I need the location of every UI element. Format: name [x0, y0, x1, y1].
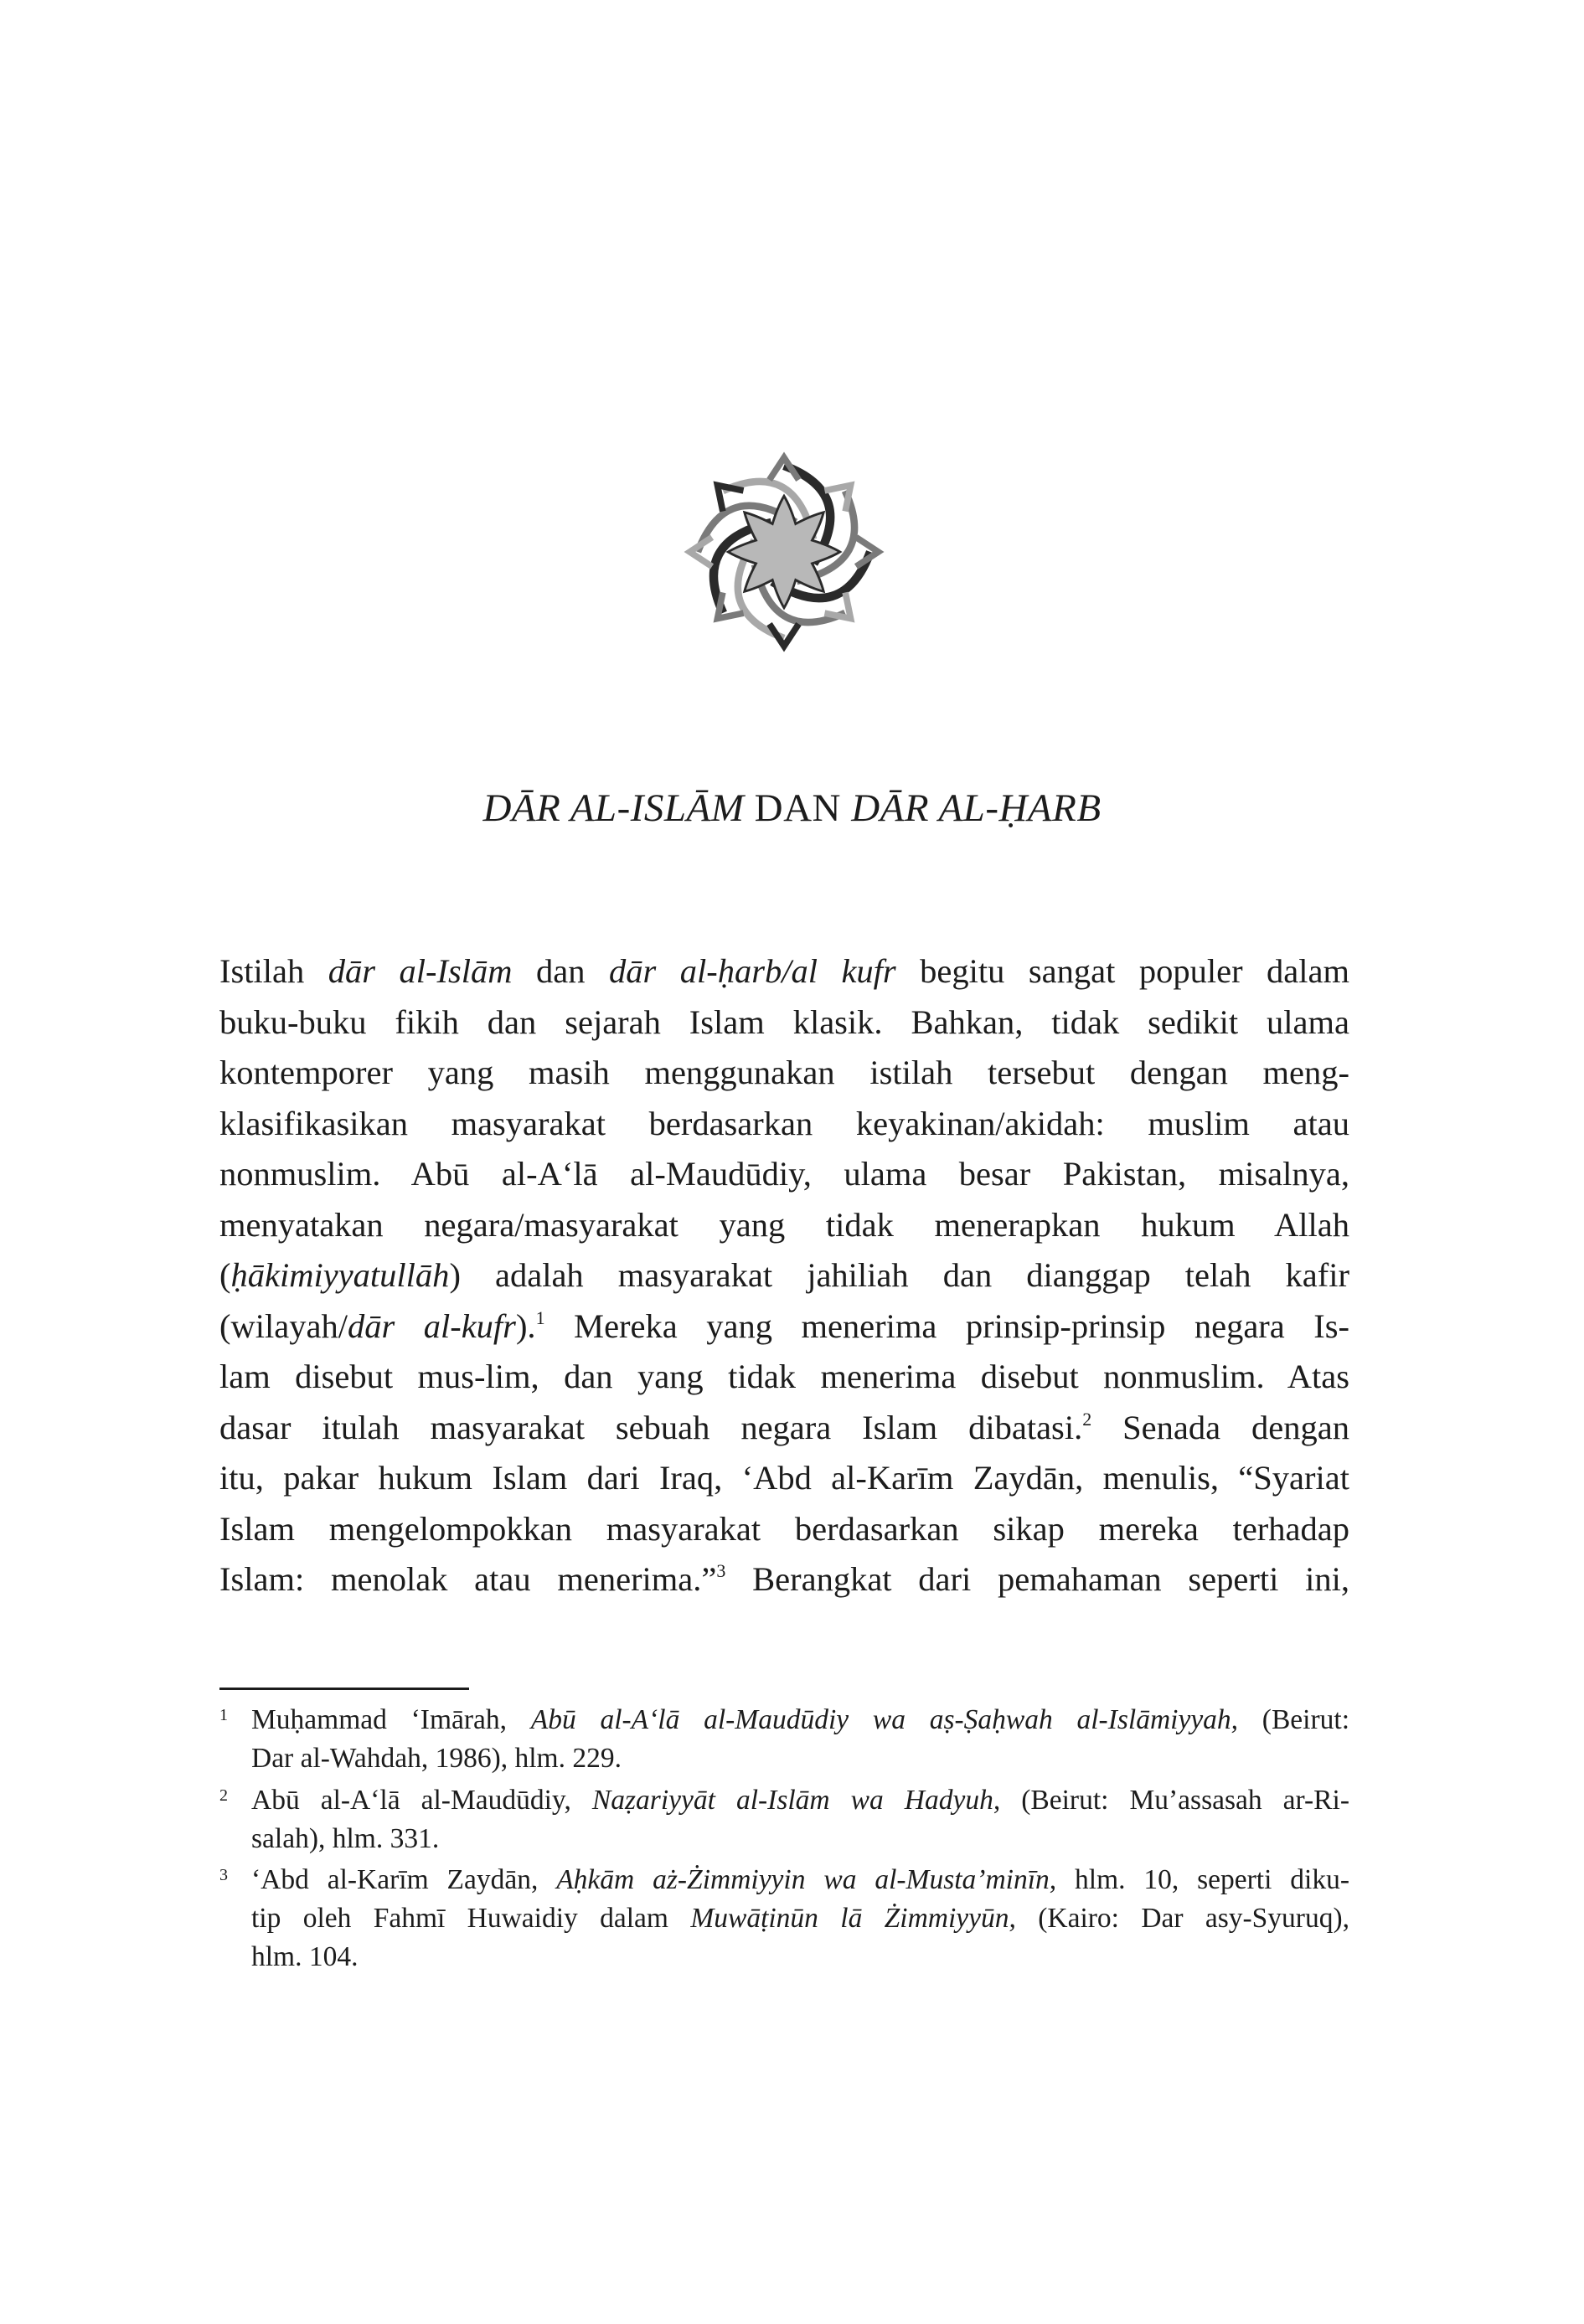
text-line: buku-buku fikih dan sejarah Islam klasik. Bahkan, tidak sedikit ulama — [219, 1002, 1349, 1041]
footnote-ref-1[interactable]: 1 — [535, 1306, 545, 1328]
text-line: lam disebut mus-lim, dan yang tidak menerima disebut nonmuslim. Atas — [219, 1358, 1349, 1395]
footnote-number: 3 — [219, 1866, 228, 1884]
footnote-line: Abū al-A‘lā al-Maudūdiy, Naẓariyyāt al-Islām wa Hadyuh, (Beirut: Mu’assasah ar-Ri- — [251, 1785, 1349, 1816]
text-line: kontemporer yang masih menggunakan istilah tersebut dengan meng- — [219, 1054, 1349, 1091]
footnote-number: 1 — [219, 1706, 228, 1724]
text-line: Islam: menolak atau menerima.”$^3$ Berangkat dari pemahaman seperti ini, — [219, 1560, 1349, 1598]
footnote-number: 2 — [219, 1786, 228, 1805]
text-line: (ḥākimiyyatullāh) adalah masyarakat jahiliah dan dianggap telah kafir — [219, 1256, 1349, 1294]
footnote-line: hlm. 104. — [251, 1941, 359, 1972]
text-line: (wilayah/dār al-kufr).$^1$ Mereka yang menerima prinsip-prinsip negara Is- — [219, 1306, 1349, 1345]
footnote-2 — [219, 1781, 1349, 1858]
footnote-line: ‘Abd al-Karīm Zaydān, Aḥkām aż-Żimmiyyin wa al-Musta’minīn, hlm. 10, seperti diku- — [251, 1864, 1350, 1895]
footnote-ref-3[interactable]: 3 — [716, 1560, 726, 1581]
body-paragraph — [219, 946, 1349, 1605]
footnote-line: Muḥammad ‘Imārah, Abū al-A‘lā al-Maudūdiy wa aṣ-Ṣaḥwah al-Islāmiyyah, (Beirut: — [251, 1704, 1349, 1735]
footnote-line: Dar al-Wahdah, 1986), hlm. 229. — [251, 1743, 622, 1774]
ornament-star — [728, 496, 840, 608]
footnote-1 — [219, 1701, 1349, 1778]
text-line: itu, pakar hukum Islam dari Iraq, ‘Abd al-Karīm Zaydān, menulis, “Syariat — [219, 1459, 1349, 1497]
text-line: Istilah dār al-Islām dan dār al-ḥarb/al kufr begitu sangat populer dalam — [219, 952, 1350, 990]
title-term-dar-al-harb: DĀR AL-ḤARB — [851, 786, 1102, 830]
footnote-3 — [219, 1861, 1349, 1976]
text-line: menyatakan negara/masyarakat yang tidak menerapkan hukum Allah — [219, 1205, 1349, 1244]
text-line: nonmuslim. Abū al-A‘lā al-Maudūdiy, ulama besar Pakistan, misalnya, — [219, 1155, 1349, 1193]
title-conjunction: DAN — [744, 786, 852, 830]
footnote-line: salah), hlm. 331. — [251, 1823, 440, 1854]
footnote-separator — [219, 1688, 469, 1690]
text-line: Islam mengelompokkan masyarakat berdasarkan sikap mereka terhadap — [219, 1509, 1349, 1548]
text-line: klasifikasikan masyarakat berdasarkan keyakinan/akidah: muslim atau — [219, 1104, 1349, 1142]
text-line: dasar itulah masyarakat sebuah negara Islam dibatasi.$^2$ Senada dengan — [219, 1408, 1349, 1446]
chapter-title — [0, 786, 1584, 831]
title-term-dar-al-islam: DĀR AL-ISLĀM — [482, 786, 745, 830]
footnote-ref-2[interactable]: 2 — [1082, 1408, 1092, 1430]
eight-petal-rosette-icon — [680, 448, 888, 656]
footnote-line: tip oleh Fahmī Huwaidiy dalam Muwāṭinūn lā Żimmiyyūn, (Kairo: Dar asy-Syuruq), — [251, 1903, 1349, 1934]
